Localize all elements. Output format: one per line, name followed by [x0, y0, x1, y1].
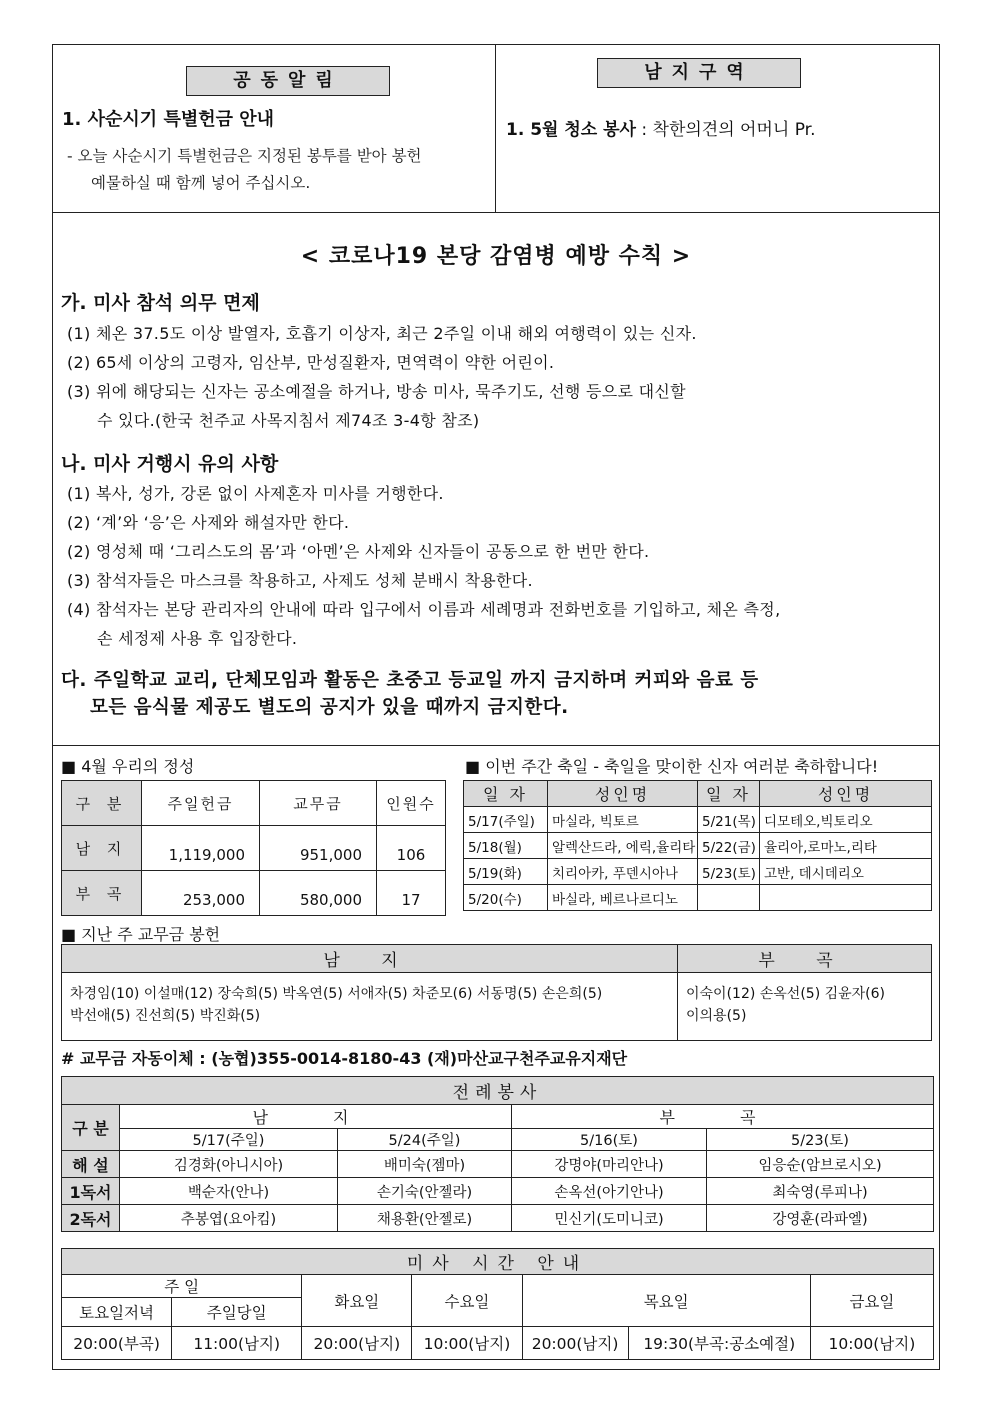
service-person: 최숙영(루피나)	[707, 1178, 934, 1205]
offering-row-label: 남 지	[62, 826, 142, 871]
mass-sat-eve: 토요일저녁	[62, 1298, 172, 1327]
na-item: (2) ‘계’와 ‘응’은 사제와 해설자만 한다.	[67, 513, 350, 532]
service-person: 민신기(도미니코)	[512, 1205, 707, 1232]
common-notice-line2: 예물하실 때 함께 넣어 주십시오.	[91, 174, 311, 192]
na-item-continued: 손 세정제 사용 후 입장한다.	[97, 629, 298, 648]
service-title: 전례봉사	[62, 1077, 934, 1105]
mass-wed: 수요일	[412, 1275, 522, 1327]
mass-thu: 목요일	[522, 1275, 810, 1327]
feast-header: 일 자	[464, 781, 548, 807]
table-row	[464, 833, 932, 859]
bulletin-page	[52, 44, 940, 1370]
dues-record-table	[61, 944, 932, 1041]
service-person: 임응순(암브로시오)	[707, 1151, 934, 1178]
offering-sunday: 1,119,000	[142, 826, 260, 871]
mass-time-table	[61, 1248, 934, 1360]
namji-notice-item	[506, 115, 816, 140]
mass-fri: 금요일	[810, 1275, 933, 1327]
feast-saints	[760, 885, 932, 911]
ga-item: (3) 위에 해당되는 신자는 공소예절을 하거나, 방송 미사, 묵주기도, 선행 등으로 대신할	[67, 382, 686, 401]
dues-bugok-names	[678, 973, 932, 1041]
feast-date: 5/19(화)	[464, 859, 548, 885]
offering-header: 인원수	[377, 781, 446, 826]
namji-notice-item-title: 1. 5월 청소 봉사	[506, 120, 636, 140]
service-person: 강명야(마리안나)	[512, 1151, 707, 1178]
namji-notice-item-detail: : 착한의견의 어머니 Pr.	[635, 120, 816, 140]
feast-table	[463, 780, 932, 911]
na-item: (2) 영성체 때 ‘그리스도의 몸’과 ‘아멘’은 사제와 신자들이 공동으로 한 번만 한다.	[67, 542, 650, 561]
feast-date: 5/21(목)	[698, 807, 760, 833]
dues-namji-line: 박선애(5) 진선희(5) 박진화(5)	[70, 1008, 261, 1024]
mass-sun-day: 주일당일	[172, 1298, 302, 1327]
mass-time: 19:30(부곡:공소예절)	[628, 1327, 810, 1360]
service-person: 채용환(안젤로)	[338, 1205, 512, 1232]
feast-date	[698, 885, 760, 911]
offering-table	[61, 780, 446, 916]
table-row	[62, 1205, 934, 1232]
table-row	[62, 1151, 934, 1178]
na-item: (4) 참석자는 본당 관리자의 안내에 따라 입구에서 이름과 세례명과 전화번호를 기입하고, 체온 측정,	[67, 600, 781, 619]
covid-title: < 코로나19 본당 감염병 예방 수칙 >	[300, 244, 692, 269]
feast-header: 성인명	[548, 781, 698, 807]
section-na-heading: 나. 미사 거행시 유의 사항	[61, 453, 279, 475]
feast-date: 5/18(월)	[464, 833, 548, 859]
table-row	[62, 871, 446, 916]
common-notice	[53, 45, 496, 212]
feast-saints: 치리아카, 푸덴시아나	[548, 859, 698, 885]
service-date: 5/23(토)	[707, 1129, 934, 1151]
feast-saints: 디모테오,빅토리오	[760, 807, 932, 833]
service-person: 손기숙(안젤라)	[338, 1178, 512, 1205]
section-da-line1: 다. 주일학교 교리, 단체모임과 활동은 초중고 등교일 까지 금지하며 커피와 음료 등	[61, 670, 759, 691]
feast-saints: 바실라, 베르나르디노	[548, 885, 698, 911]
feast-header: 성인명	[760, 781, 932, 807]
ga-item: (1) 체온 37.5도 이상 발열자, 호흡기 이상자, 최근 2주일 이내 해외 여행력이 있는 신자.	[67, 324, 697, 343]
offering-header: 주일헌금	[142, 781, 260, 826]
dues-bugok-line: 이의용(5)	[686, 1008, 747, 1024]
table-row	[464, 885, 932, 911]
service-namji: 남 지	[120, 1105, 512, 1129]
service-person: 김경화(아니시아)	[120, 1151, 338, 1178]
offering-count: 106	[377, 826, 446, 871]
service-person: 배미숙(젬마)	[338, 1151, 512, 1178]
mass-time: 10:00(남지)	[810, 1327, 933, 1360]
namji-notice-tag: 남지구역	[597, 58, 801, 88]
service-bugok: 부 곡	[512, 1105, 934, 1129]
feast-date: 5/22(금)	[698, 833, 760, 859]
feast-saints: 마실라, 빅토르	[548, 807, 698, 833]
mass-title: 미사 시간 안내	[62, 1249, 934, 1275]
dues-namji-line: 차경임(10) 이설매(12) 장숙희(5) 박옥연(5) 서애자(5) 차준모(6) 서동명(5) 손은희(5)	[70, 986, 603, 1002]
mass-tue: 화요일	[302, 1275, 412, 1327]
na-item: (3) 참석자들은 마스크를 착용하고, 사제도 성체 분배시 착용한다.	[67, 571, 533, 590]
service-date: 5/24(주일)	[338, 1129, 512, 1151]
mass-sunday: 주 일	[62, 1275, 302, 1298]
offering-count: 17	[377, 871, 446, 916]
offering-dues: 951,000	[260, 826, 377, 871]
service-person: 추봉엽(요아킴)	[120, 1205, 338, 1232]
offering-header: 구 분	[62, 781, 142, 826]
mass-time: 20:00(부곡)	[62, 1327, 172, 1360]
service-person: 백순자(안나)	[120, 1178, 338, 1205]
feast-saints: 율리아,로마노,리타	[760, 833, 932, 859]
namji-notice	[496, 45, 939, 212]
feast-date: 5/20(수)	[464, 885, 548, 911]
offering-sunday: 253,000	[142, 871, 260, 916]
offering-heading: ■ 4월 우리의 정성	[61, 754, 194, 777]
section-da-line2: 모든 음식물 제공도 별도의 공지가 있을 때까지 금지한다.	[90, 697, 569, 718]
dues-record-heading: ■ 지난 주 교무금 봉헌	[61, 922, 220, 945]
service-date: 5/17(주일)	[120, 1129, 338, 1151]
dues-bugok-line: 이숙이(12) 손옥선(5) 김윤자(6)	[686, 986, 886, 1002]
feast-date: 5/17(주일)	[464, 807, 548, 833]
service-role: 1독서	[62, 1178, 120, 1205]
ga-item-continued: 수 있다.(한국 천주교 사목지침서 제74조 3-4항 참조)	[97, 411, 480, 430]
dues-namji-header: 남 지	[62, 945, 678, 973]
na-item: (1) 복사, 성가, 강론 없이 사제혼자 미사를 거행한다.	[67, 484, 444, 503]
feast-header: 일 자	[698, 781, 760, 807]
feast-saints: 알렉산드라, 에릭,율리타	[548, 833, 698, 859]
section-ga-heading: 가. 미사 참석 의무 면제	[61, 292, 260, 314]
mass-time: 10:00(남지)	[412, 1327, 522, 1360]
table-row	[464, 807, 932, 833]
offering-row-label: 부 곡	[62, 871, 142, 916]
dues-namji-names	[62, 973, 678, 1041]
common-notice-tag: 공동알림	[186, 66, 390, 96]
service-role: 해 설	[62, 1151, 120, 1178]
mass-time: 20:00(남지)	[302, 1327, 412, 1360]
mass-time: 20:00(남지)	[522, 1327, 628, 1360]
feast-date: 5/23(토)	[698, 859, 760, 885]
mass-time: 11:00(남지)	[172, 1327, 302, 1360]
service-date: 5/16(토)	[512, 1129, 707, 1151]
dues-bugok-header: 부 곡	[678, 945, 932, 973]
common-notice-text	[67, 143, 492, 197]
feast-heading: ■ 이번 주간 축일 - 축일을 맞이한 신자 여러분 축하합니다!	[465, 754, 878, 777]
service-gubun: 구 분	[62, 1105, 120, 1151]
table-row	[464, 859, 932, 885]
covid-guidelines	[53, 213, 939, 746]
table-row	[62, 1327, 934, 1360]
notice-row	[53, 45, 939, 213]
table-row	[62, 826, 446, 871]
service-role: 2독서	[62, 1205, 120, 1232]
service-person: 손옥선(아기안나)	[512, 1178, 707, 1205]
feast-saints: 고반, 데시데리오	[760, 859, 932, 885]
common-notice-heading: 1. 사순시기 특별헌금 안내	[62, 109, 275, 130]
offering-header: 교무금	[260, 781, 377, 826]
offering-dues: 580,000	[260, 871, 377, 916]
ga-item: (2) 65세 이상의 고령자, 임산부, 만성질환자, 면역력이 약한 어린이.	[67, 353, 555, 372]
liturgy-service-table	[61, 1076, 934, 1232]
service-person: 강영훈(라파엘)	[707, 1205, 934, 1232]
table-row	[62, 1178, 934, 1205]
common-notice-line1: - 오늘 사순시기 특별헌금은 지정된 봉투를 받아 봉헌	[67, 147, 422, 165]
autopay-info: # 교무금 자동이체 : (농협)355-0014-8180-43 (재)마산교구천주교유지재단	[61, 1049, 628, 1068]
